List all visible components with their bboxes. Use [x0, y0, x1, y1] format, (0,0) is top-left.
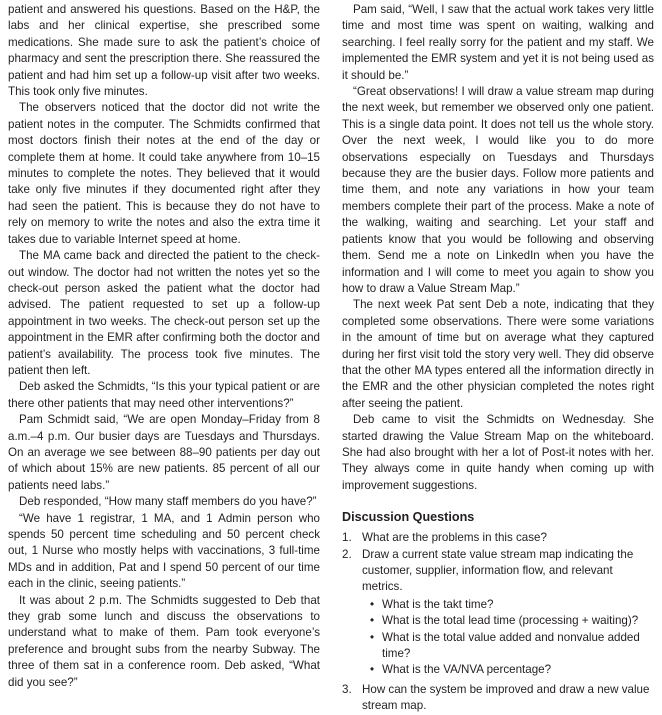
paragraph: It was about 2 p.m. The Schmidts suggested to Deb that they grab some lunch and discuss the observations to understand what to make of them. Pam took everyone’s preference and brought subs from the nearby Subway. The three of them sat in a conference room. Deb asked, “What did you see?”	[8, 593, 320, 689]
sub-question-list	[362, 597, 654, 679]
question-item	[342, 530, 654, 546]
paragraph: Deb came to visit the Schmidts on Wednesday. She started drawing the Value Stream Map on the whiteboard. She had also brought with her a lot of Post-it notes with her. They always come in quite handy when coming up with improvement suggestions.	[342, 413, 654, 492]
paragraph: “Great observations! I will draw a value stream map during the next week, but remember we observed only one patient. This is a single data point. It does not tell us the whole story. Over the next week, I would like you to do more observations especially on Tuesdays and Thursdays because they are the busier days. Follow more patients and time them, and note any variations in how your team members complete their part of the process. Make a note of the walking, waiting and searching. Let your staff and patients know that you would be following and observing them. Send me a note on LinkedIn when you have the information and I will come to meet you again to show you how to draw a Value Stream Map.”	[342, 85, 654, 295]
sub-question-text: What is the total value added and nonvalue added time?	[382, 630, 640, 661]
question-text: Draw a current state value stream map indicating the customer, supplier, information flow, and relevant metrics.	[362, 547, 634, 594]
question-item	[342, 547, 654, 679]
paragraph: “We have 1 registrar, 1 MA, and 1 Admin person who spends 50 percent time scheduling and 50 percent check out, 1 Nurse who mostly helps with vaccinations, 3 full-time MDs and in addition, Pat and I spend 50 percent of our time each in the clinic, seeing patients.”	[8, 511, 320, 591]
left-column	[8, 2, 320, 700]
paragraph: The MA came back and directed the patient to the check-out window. The doctor had not written the notes yet so the check-out person asked the patient what the doctor had advised. The patient requested to set up a follow-up appointment in two weeks. The check-out person set up the appointment in the EMR after confirming both the doctor and patient’s availability. The process took five minutes. The patient then left.	[8, 249, 320, 377]
sub-question-item	[362, 630, 654, 663]
discussion-question-list	[342, 530, 654, 714]
bullet-icon: •	[370, 597, 375, 611]
paragraph: Deb responded, “How many staff members do you have?”	[19, 495, 317, 509]
right-column	[342, 2, 654, 713]
paragraph: Pam Schmidt said, “We are open Monday–Friday from 8 a.m.–4 p.m. Our busier days are Tuesdays and Thursdays. On an average we see between 88–90 patients per day out of which about 15% are new patients. 85 percent of all our patients need labs.”	[8, 413, 320, 492]
question-number: 1.	[342, 531, 352, 545]
question-text: What are the problems in this case?	[362, 531, 547, 545]
discussion-questions-heading: Discussion Questions	[342, 510, 475, 525]
sub-question-item	[362, 597, 654, 613]
paragraph: patient and answered his questions. Based on the H&P, the labs and her clinical expertise, she prescribed some medications. She made sure to ask the patient’s choice of pharmacy and sent the prescription there. She reassured the patient and had him set up a follow-up visit after two weeks. This took only five minutes.	[8, 3, 320, 99]
sub-question-text: What is the total lead time (processing + waiting)?	[382, 614, 639, 628]
sub-question-item	[362, 613, 654, 629]
bullet-icon: •	[370, 614, 375, 628]
question-item	[342, 682, 654, 715]
bullet-icon: •	[370, 630, 375, 644]
question-number: 2.	[342, 547, 352, 561]
sub-question-text: What is the VA/NVA percentage?	[382, 663, 552, 677]
sub-question-text: What is the takt time?	[382, 597, 494, 611]
question-number: 3.	[342, 682, 352, 696]
paragraph: The observers noticed that the doctor did not write the patient notes in the computer. The Schmidts confirmed that most doctors finish their notes at the end of the day or complete them at home. It could take anywhere from 10–15 minutes to complete the notes. They believed that it would take only five minutes if they documented right after they had seen the patient. This is because they do not have to rely on memory to write the notes and also the extra time it takes due to variable Internet speed at home.	[8, 101, 320, 246]
paragraph: Pam said, “Well, I saw that the actual work takes very little time and most time was spent on waiting, walking and searching. I feel really sorry for the patient and my staff. We implemented the EMR system and yet it is not being used as it should be.”	[342, 3, 654, 82]
bullet-icon: •	[370, 663, 375, 677]
paragraph: The next week Pat sent Deb a note, indicating that they completed some observations. There were some variations in the amount of time but on average what they captured during her first visit told the story very well. They did observe that the other MA types entered all the information directly in the EMR and the other physician completed the notes right after seeing the patient.	[342, 298, 654, 410]
sub-question-item	[362, 662, 654, 678]
paragraph: Deb asked the Schmidts, “Is this your typical patient or are there other patients that may need other interventions?”	[8, 380, 320, 410]
question-text: How can the system be improved and draw a new value stream map.	[362, 682, 650, 713]
